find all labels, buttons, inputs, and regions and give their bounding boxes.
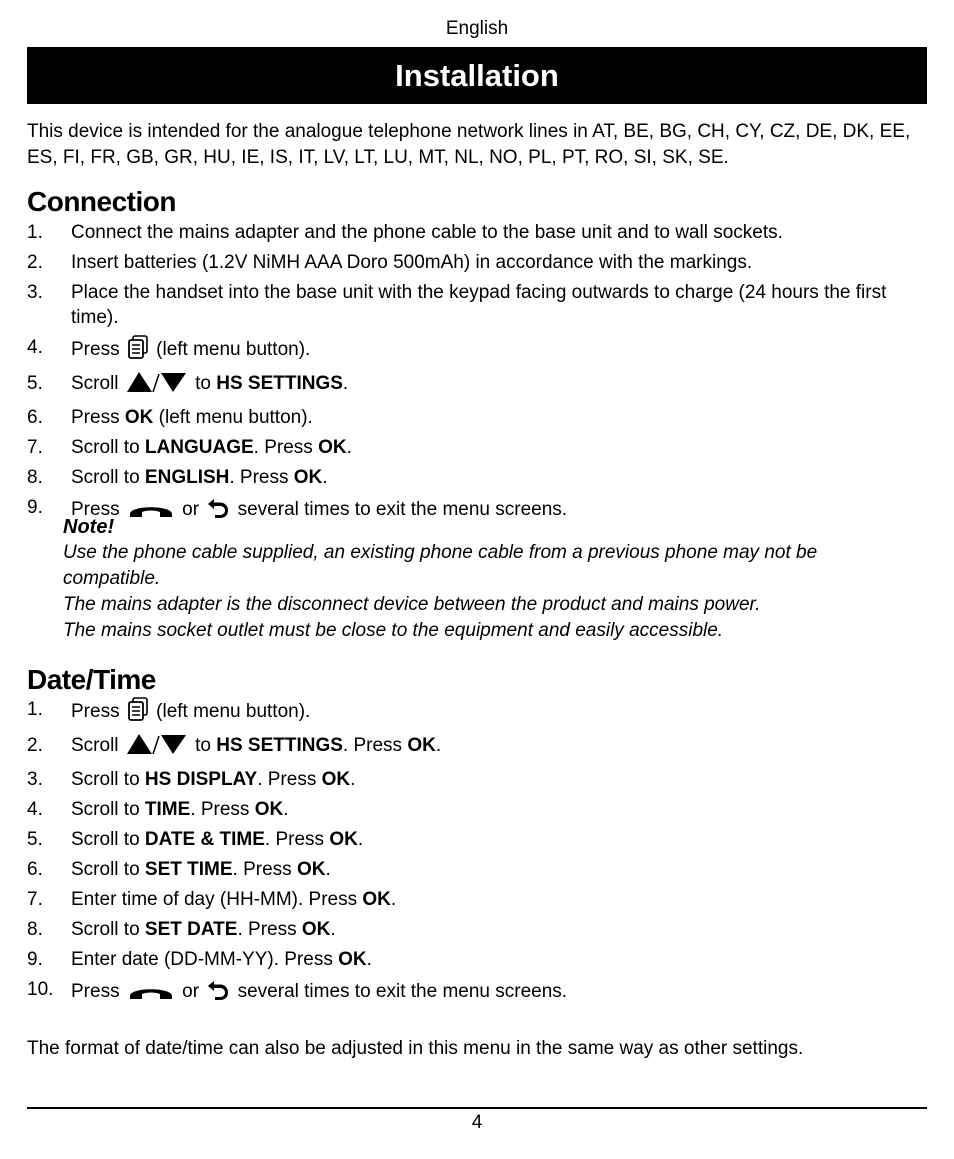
note-line: Use the phone cable supplied, an existing phone cable from a previous phone may not be compatible. — [63, 542, 818, 589]
menu-button-icon — [127, 335, 149, 366]
connection-heading: Connection — [27, 186, 176, 217]
note-title: Note! — [63, 516, 115, 538]
note-block — [63, 514, 913, 644]
list-item: 9. Press or several times to exit the menu screens. — [27, 495, 927, 526]
list-item: 5. Scroll to DATE & TIME. Press OK. — [27, 829, 364, 850]
list-item: 4. Scroll to TIME. Press OK. — [27, 799, 289, 820]
list-item: 10. Press or several times to exit the menu screens. — [27, 977, 927, 1008]
datetime-steps — [27, 697, 927, 1013]
list-item: 8. Scroll to ENGLISH. Press OK. — [27, 467, 328, 488]
language-label: English — [445, 18, 509, 39]
footer-paragraph: The format of date/time can also be adjusted in this menu in the same way as other settings. — [27, 1038, 804, 1059]
datetime-heading: Date/Time — [27, 664, 156, 695]
list-item: 9. Enter date (DD-MM-YY). Press OK. — [27, 949, 372, 970]
list-item: 3. Place the handset into the base unit with the keypad facing outwards to charge (24 hours the first time). — [27, 282, 887, 328]
list-item: 1. Press (left menu button). — [27, 697, 927, 728]
list-item: 2. Insert batteries (1.2V NiMH AAA Doro 500mAh) in accordance with the markings. — [27, 252, 753, 273]
end-call-icon — [127, 983, 175, 1008]
list-item: 2. Scroll to HS SETTINGS. Press OK. — [27, 733, 927, 762]
list-item: 4. Press (left menu button). — [27, 335, 927, 366]
list-item: 6. Press OK (left menu button). — [27, 407, 313, 428]
back-icon — [206, 977, 230, 1008]
scroll-up-down-icon — [126, 733, 188, 762]
list-item: 3. Scroll to HS DISPLAY. Press OK. — [27, 769, 356, 790]
list-item: 1. Connect the mains adapter and the phone cable to the base unit and to wall sockets. — [27, 222, 783, 243]
footer-divider — [27, 1107, 927, 1109]
list-item: 7. Scroll to LANGUAGE. Press OK. — [27, 437, 352, 458]
page-title: Installation — [27, 47, 927, 104]
intro-paragraph: This device is intended for the analogue telephone network lines in AT, BE, BG, CH, CY, CZ, DE, DK, EE, ES, FI, FR, GB, GR, HU, IE, IS, IT, LV, LT, LU, MT, NL, NO, PL, PT, RO, SI, SK, SE. — [27, 121, 911, 168]
list-item: 8. Scroll to SET DATE. Press OK. — [27, 919, 336, 940]
list-item: 5. Scroll to HS SETTINGS. — [27, 371, 927, 400]
connection-steps — [27, 220, 927, 531]
scroll-up-down-icon — [126, 371, 188, 400]
list-item: 7. Enter time of day (HH-MM). Press OK. — [27, 889, 397, 910]
note-line: The mains socket outlet must be close to the equipment and easily accessible. — [63, 620, 724, 641]
page-number: 4 — [471, 1112, 483, 1133]
note-line: The mains adapter is the disconnect device between the product and mains power. — [63, 594, 761, 615]
menu-button-icon — [127, 697, 149, 728]
list-item: 6. Scroll to SET TIME. Press OK. — [27, 859, 331, 880]
